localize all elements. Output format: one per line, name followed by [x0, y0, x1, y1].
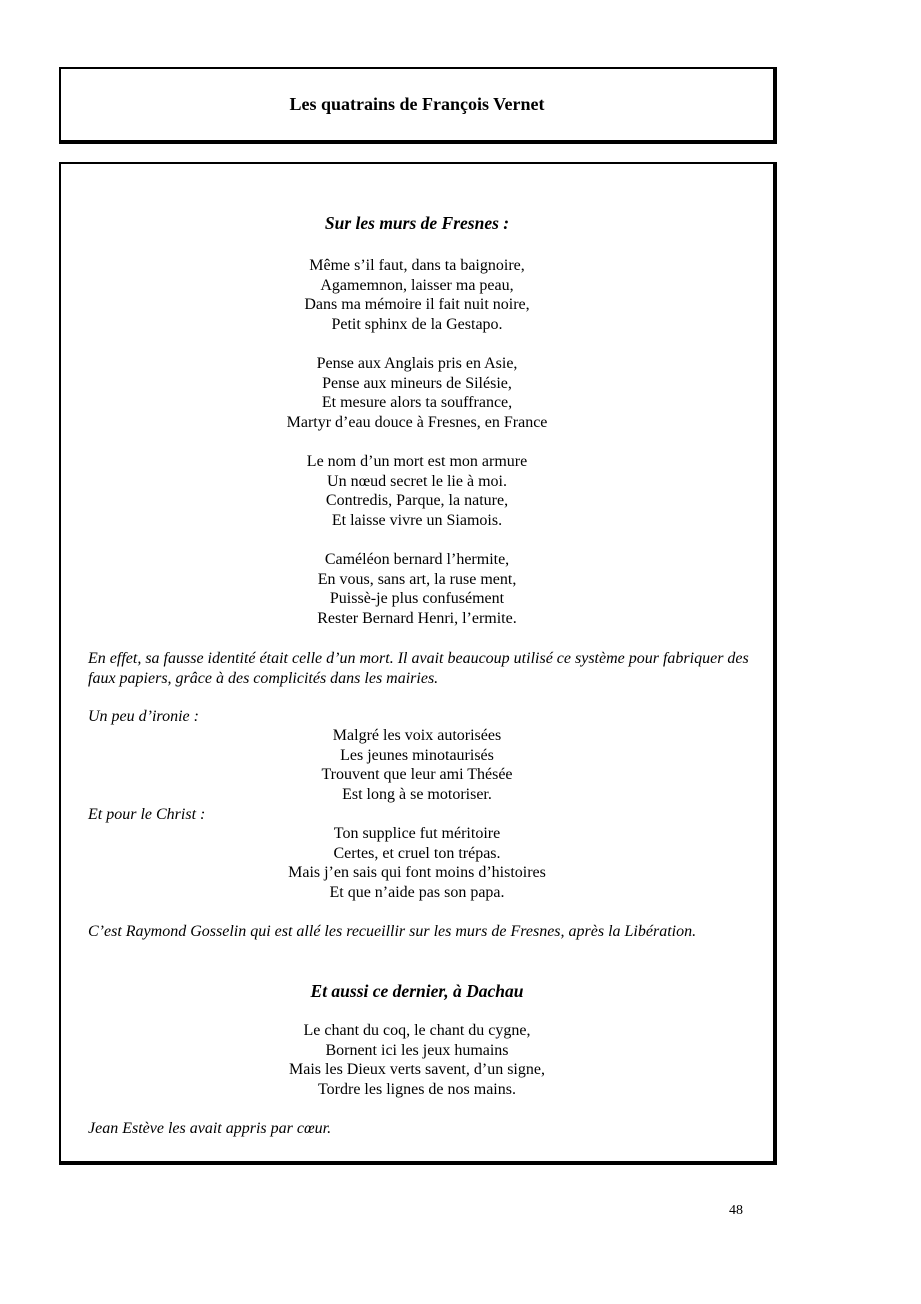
verse-line: Tordre les lignes de nos mains. [318, 1081, 516, 1099]
content-box [59, 162, 777, 1165]
verse-line: Certes, et cruel ton trépas. [333, 844, 501, 862]
verse-line: Est long à se motoriser. [342, 786, 492, 804]
stanza-3 [61, 452, 773, 531]
christ-stanza [61, 824, 773, 903]
verse-line: Même s’il faut, dans ta baignoire, [309, 257, 525, 274]
verse-line: Et mesure alors ta souffrance, [321, 394, 513, 412]
verse-line: Martyr d’eau douce à Fresnes, en France [286, 414, 548, 432]
verse-line: Un nœud secret le lie à moi. [327, 472, 507, 490]
verse-line: Puissè-je plus confusément [329, 590, 505, 608]
verse-line: Mais les Dieux verts savent, d’un signe, [289, 1061, 545, 1079]
verse-line: Mais j’en sais qui font moins d’histoires [288, 864, 546, 882]
stanza-2 [61, 354, 773, 433]
section-title-fresnes: Sur les murs de Fresnes : [324, 213, 510, 233]
verse-line: Pense aux Anglais pris en Asie, [316, 355, 518, 372]
irony-label: Un peu d’ironie : [88, 708, 199, 725]
verse-line: Agamemnon, laisser ma peau, [320, 276, 514, 294]
verse-line: Pense aux mineurs de Silésie, [322, 374, 512, 392]
verse-line: Dans ma mémoire il fait nuit noire, [304, 296, 530, 314]
page-number: 48 [729, 1203, 743, 1218]
verse-line: Contredis, Parque, la nature, [325, 492, 509, 510]
irony-stanza [61, 726, 773, 805]
verse-line: Caméléon bernard l’hermite, [324, 551, 510, 568]
page-title: Les quatrains de François Vernet [289, 94, 545, 114]
section-title-dachau: Et aussi ce dernier, à Dachau [310, 981, 524, 1001]
gosselin-note: C’est Raymond Gosselin qui est allé les recueillir sur les murs de Fresnes, après la Libération. [88, 923, 697, 940]
esteve-note: Jean Estève les avait appris par cœur. [88, 1120, 332, 1137]
verse-line: Et laisse vivre un Siamois. [331, 512, 503, 530]
verse-line: Ton supplice fut méritoire [333, 825, 501, 842]
dachau-stanza [61, 1021, 773, 1100]
verse-line: Et que n’aide pas son papa. [329, 884, 505, 902]
verse-line: Trouvent que leur ami Thésée [321, 766, 513, 784]
verse-line: Petit sphinx de la Gestapo. [331, 316, 503, 334]
identity-note: En effet, sa fausse identité était celle d’un mort. Il avait beaucoup utilisé ce système pour fabriquer des faux papiers, grâce à des complicités dans les mairies. [88, 650, 749, 687]
verse-line: Le chant du coq, le chant du cygne, [303, 1022, 531, 1039]
stanza-4 [61, 550, 773, 629]
stanza-1 [61, 256, 773, 335]
verse-line: Malgré les voix autorisées [332, 727, 502, 744]
verse-line: Le nom d’un mort est mon armure [306, 453, 528, 470]
verse-line: Rester Bernard Henri, l’ermite. [317, 610, 517, 628]
verse-line: Les jeunes minotaurisés [340, 746, 494, 764]
verse-line: En vous, sans art, la ruse ment, [317, 570, 517, 588]
christ-label: Et pour le Christ : [88, 806, 206, 823]
verse-line: Bornent ici les jeux humains [325, 1041, 509, 1059]
header-box [59, 67, 777, 144]
